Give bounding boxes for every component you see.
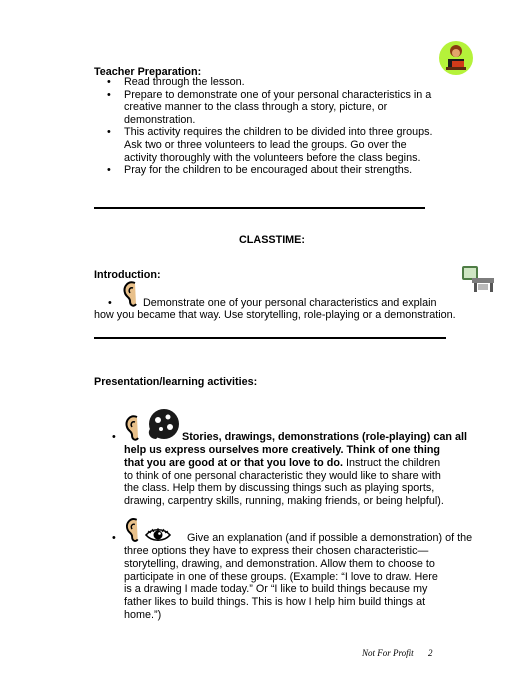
presentation-heading: Presentation/learning activities: (94, 376, 258, 388)
bullet: • (112, 532, 116, 544)
ear-icon (124, 516, 142, 547)
bullet: • (107, 126, 111, 139)
eye-icon (144, 528, 172, 545)
presentation-item-2-body: three options they have to express their chosen characteristic—storytelling, drawing, and demonstration. Allow them to choose to participate in one of these groups. (Example: “I love to draw. Here is a drawing I made today.” Or “I like to build things because my father likes to build things. This is how I help him build things at home.”) (124, 545, 438, 621)
divider (94, 207, 425, 209)
presentation-item-1-body: help us express ourselves more creatively. Think of one thing that you are good at or that you love to do. Instruct the children to think of one personal characteristic they would like to share with the class. Help them by discussing things such as playing sports, drawing, carpentry skills, running, making friends, or being helpful). (124, 444, 444, 508)
introduction-text-line1: Demonstrate one of your personal characteristics and explain (143, 297, 437, 309)
teacher-reading-icon (438, 40, 474, 76)
presentation-item-1-lead: Stories, drawings, demonstrations (role-playing) can all (182, 431, 467, 443)
bullet: • (108, 297, 112, 309)
teacher-prep-heading: Teacher Preparation: (94, 66, 202, 78)
bullet: • (107, 88, 111, 101)
introduction-heading: Introduction: (94, 269, 161, 281)
bullet: • (112, 431, 116, 443)
ear-icon (124, 413, 142, 446)
bullet: • (107, 76, 111, 88)
classtime-heading: CLASSTIME: (239, 234, 305, 246)
footer-label: Not For Profit (362, 648, 414, 658)
page-number: 2 (428, 648, 433, 658)
presentation-item-2 (94, 516, 473, 622)
list-item: • Read through the lesson. (107, 76, 245, 88)
presentation-item-1 (94, 407, 467, 508)
list-item: • Pray for the children to be encouraged about their strengths. (107, 164, 413, 177)
divider (94, 337, 446, 339)
presentation-item-2-lead: Give an explanation (and if possible a demonstration) of the (187, 532, 473, 544)
thinking-head-icon (144, 407, 180, 446)
ear-icon (122, 279, 140, 312)
introduction-text-line2: how you became that way. Use storytelling, role-playing or a demonstration. (94, 309, 456, 321)
bullet: • (107, 164, 111, 177)
introduction-item (94, 279, 474, 322)
list-item: • This activity requires the children to be divided into three groups. Ask two or three volunteers to lead the groups. Go over the activity thoroughly with the volunteers before the class begins. (107, 126, 433, 164)
teacher-prep-list (94, 76, 434, 177)
list-item: • Prepare to demonstrate one of your personal characteristics in a creative manner to the class through a story, picture, or demonstration. (107, 88, 432, 126)
